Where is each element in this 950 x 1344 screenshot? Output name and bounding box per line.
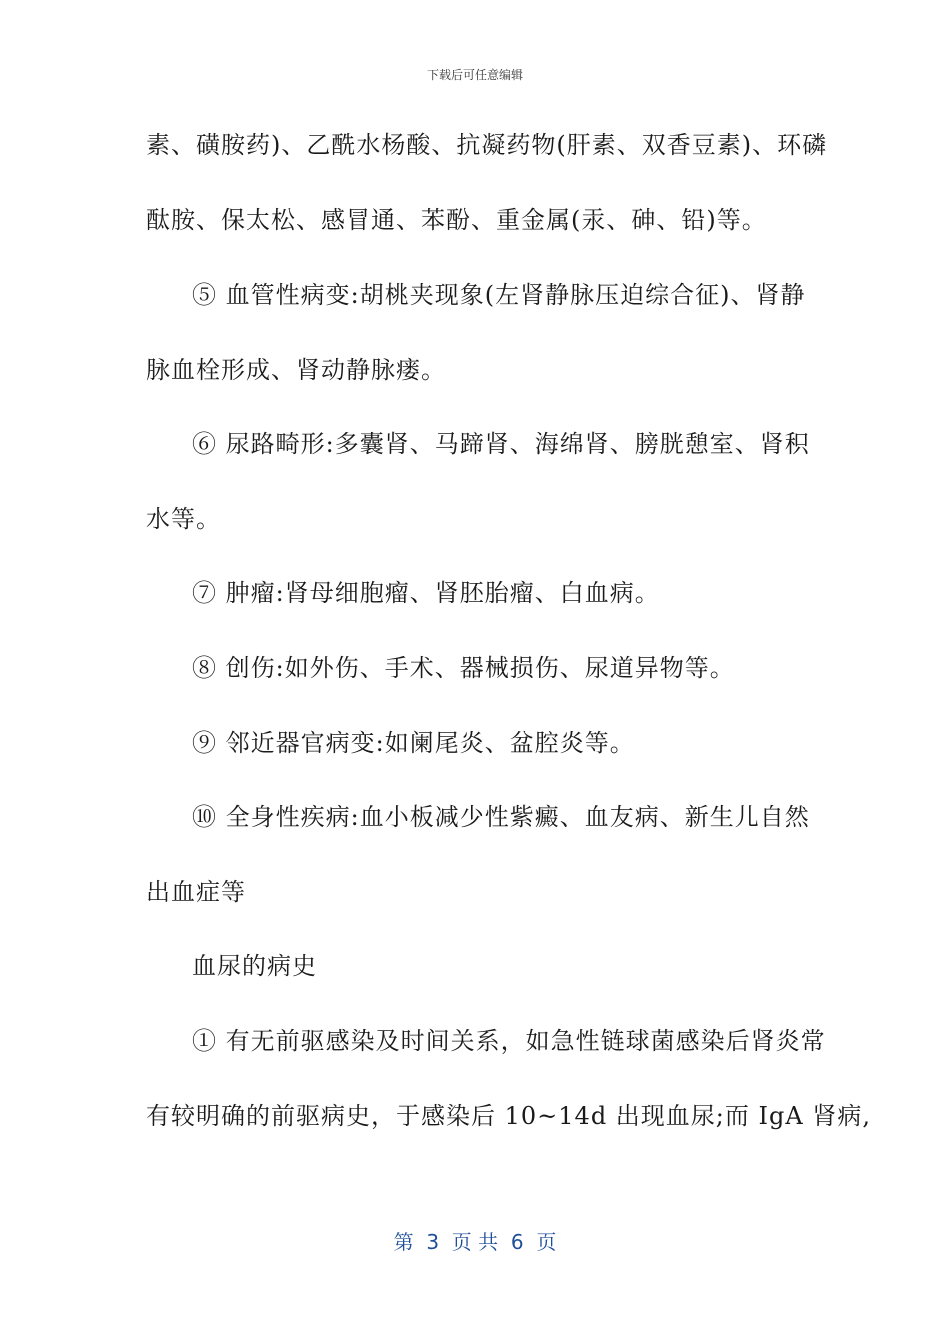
text-line: 脉血栓形成、肾动静脉瘘。 bbox=[146, 356, 446, 384]
list-item-vascular: ⑤ 血管性病变:胡桃夹现象(左肾静脉压迫综合征)、肾静 bbox=[192, 281, 806, 309]
text-line: 酞胺、保太松、感冒通、苯酚、重金属(汞、砷、铅)等。 bbox=[146, 206, 767, 234]
text-line: 水等。 bbox=[146, 505, 221, 533]
list-item-tumor: ⑦ 肿瘤:肾母细胞瘤、肾胚胎瘤、白血病。 bbox=[192, 579, 660, 607]
text-line: 出血症等 bbox=[146, 878, 246, 906]
text-line: 有较明确的前驱病史，于感染后 10~14d 出现血尿;而 IgA 肾病, bbox=[146, 1102, 871, 1130]
section-heading: 血尿的病史 bbox=[192, 952, 317, 980]
list-item-adjacent-organ: ⑨ 邻近器官病变:如阑尾炎、盆腔炎等。 bbox=[192, 729, 635, 757]
list-item-trauma: ⑧ 创伤:如外伤、手术、器械损伤、尿道异物等。 bbox=[192, 654, 735, 682]
header-note: 下载后可任意编辑 bbox=[426, 68, 523, 82]
list-item-malformation: ⑥ 尿路畸形:多囊肾、马蹄肾、海绵肾、膀胱憩室、肾积 bbox=[192, 430, 810, 458]
text-line: 素、磺胺药)、乙酰水杨酸、抗凝药物(肝素、双香豆素)、环磷 bbox=[146, 131, 828, 159]
page-number: 第 3 页 共 6 页 bbox=[393, 1230, 557, 1254]
list-item-systemic: ⑩ 全身性疾病:血小板减少性紫癜、血友病、新生儿自然 bbox=[192, 803, 810, 831]
list-item-prodromal: ① 有无前驱感染及时间关系，如急性链球菌感染后肾炎常 bbox=[192, 1027, 826, 1055]
